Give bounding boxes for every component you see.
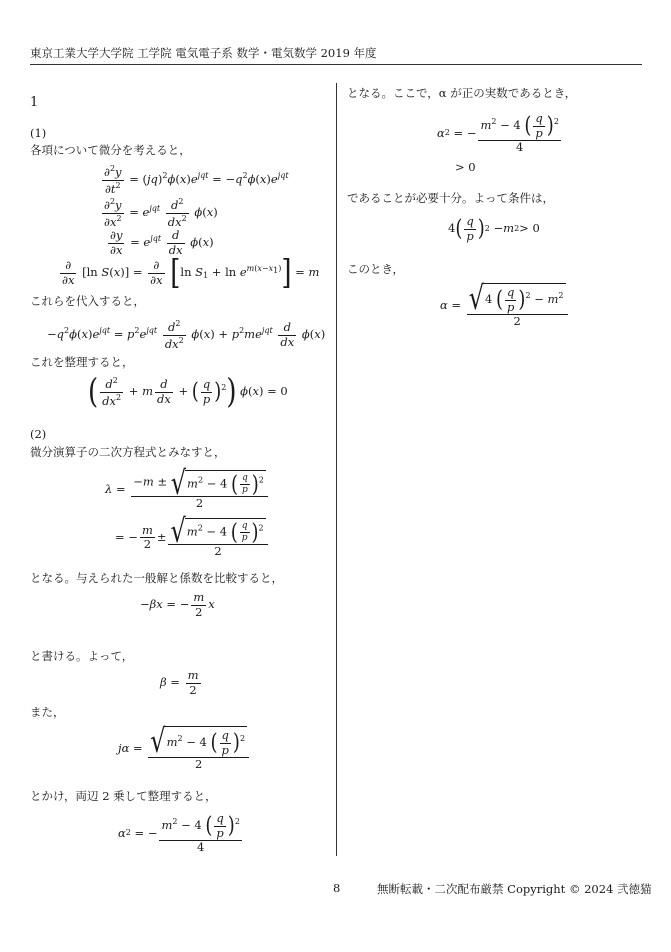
copyright-notice: 無断転載・二次配布厳禁 Copyright © 2024 弐徳猫 [377,882,652,896]
equation-d2y-dt2: $\frac{\partial^2y}{\partial t^2}$ = $(jq)^2\phi(x)e^{jqt} = -q^2\phi(x)e^{jqt}$ [104,164,289,196]
column-divider [336,83,337,856]
equation-alpha-result: α = √4 ( $\frac{q}{p}$ )$^2 - m^2$ 2 [440,283,570,328]
necessary-text: であることが必要十分。よって条件は， [347,191,554,205]
equation-alpha-squared: α 2 = − $m^2 - 4$ ( $\frac{q}{p}$ )$^2$ 4 [118,811,240,854]
equation-beta: β = $\frac{m}{2}$ [160,668,199,697]
equation-operator-form: ( $\frac{d^2}{dx^2}$ + m $\frac{d}{dx}$ + ( $\frac{q}{p}$ )$^2$) ϕ(x) = 0 [88,372,288,412]
positive-text: となる。ここで，α が正の実数であるとき， [347,86,577,100]
equation-dy-dx: $\frac{\partial y}{\partial x}$ = $e^{jqt}$ $\frac{d}{dx}$ ϕ(x) [110,228,214,257]
equation-lambda-split: = − m 2 ± $√m^2 - 4$ ( $\frac{q}{p}$ )$^2$ 2 [115,518,270,558]
equation-condition: 4 ( q p ) 2 − m 2 > 0 [448,214,540,243]
part2-label: (2) [30,427,47,441]
equation-lambda: λ = $-m \pm √m^2 - 4$ ( $\frac{q}{p}$ )$^2$ 2 [105,470,270,510]
equation-alpha-squared-right: α 2 = − $m^2 - 4$ ( $\frac{q}{p}$ )$^2$ 4 [437,111,559,154]
part1-intro: 各項について微分を考えると， [30,143,191,157]
equation-d2y-dx2: $\frac{\partial^2y}{\partial x^2}$ = $e^{jqt}$ $\frac{d^2}{dx^2}$ ϕ(x) [104,197,218,229]
also-text: また， [30,705,65,719]
problem-number: 1 [30,95,39,110]
page-number: 8 [333,881,341,895]
equation-substituted: $-q^2\phi(x)e^{jqt} = p^2e^{jqt}$ $\frac{d^2}{dx^2}$ $\phi(x) + p^2me^{jqt}$ $\frac{d}{dx}$ ϕ(x) [47,319,326,351]
equation-j-alpha: jα = $√m^2 - 4$ ( $\frac{q}{p}$ )$^2$ 2 [118,726,251,771]
square-text: とかけ，両辺 2 乗して整理すると， [30,789,217,803]
equation-greater-zero: > 0 [455,160,476,174]
header-rule [30,64,642,65]
substitute-text: これらを代入すると， [30,294,145,308]
part1-label: (1) [30,126,47,140]
compare-text: となる。与えられた一般解と係数を比較すると， [30,571,283,585]
equation-log-derivative: ∂ ∂x [ln S(x)] = ∂ ∂x [ln $S_1 + \ln e^{m(x-x_1)}] = m$ [62,253,320,293]
written-text: と書ける。よって， [30,649,134,663]
then-text: このとき， [347,262,405,276]
equation-beta-x: −βx = − $\frac{m}{2}$ x [140,590,215,619]
part2-intro: 微分演算子の二次方程式とみなすと， [30,445,226,459]
page-header: 東京工業大学大学院 工学院 電気電子系 数学・電気数学 2019 年度 [30,46,377,60]
arrange-text: これを整理すると， [30,355,134,369]
